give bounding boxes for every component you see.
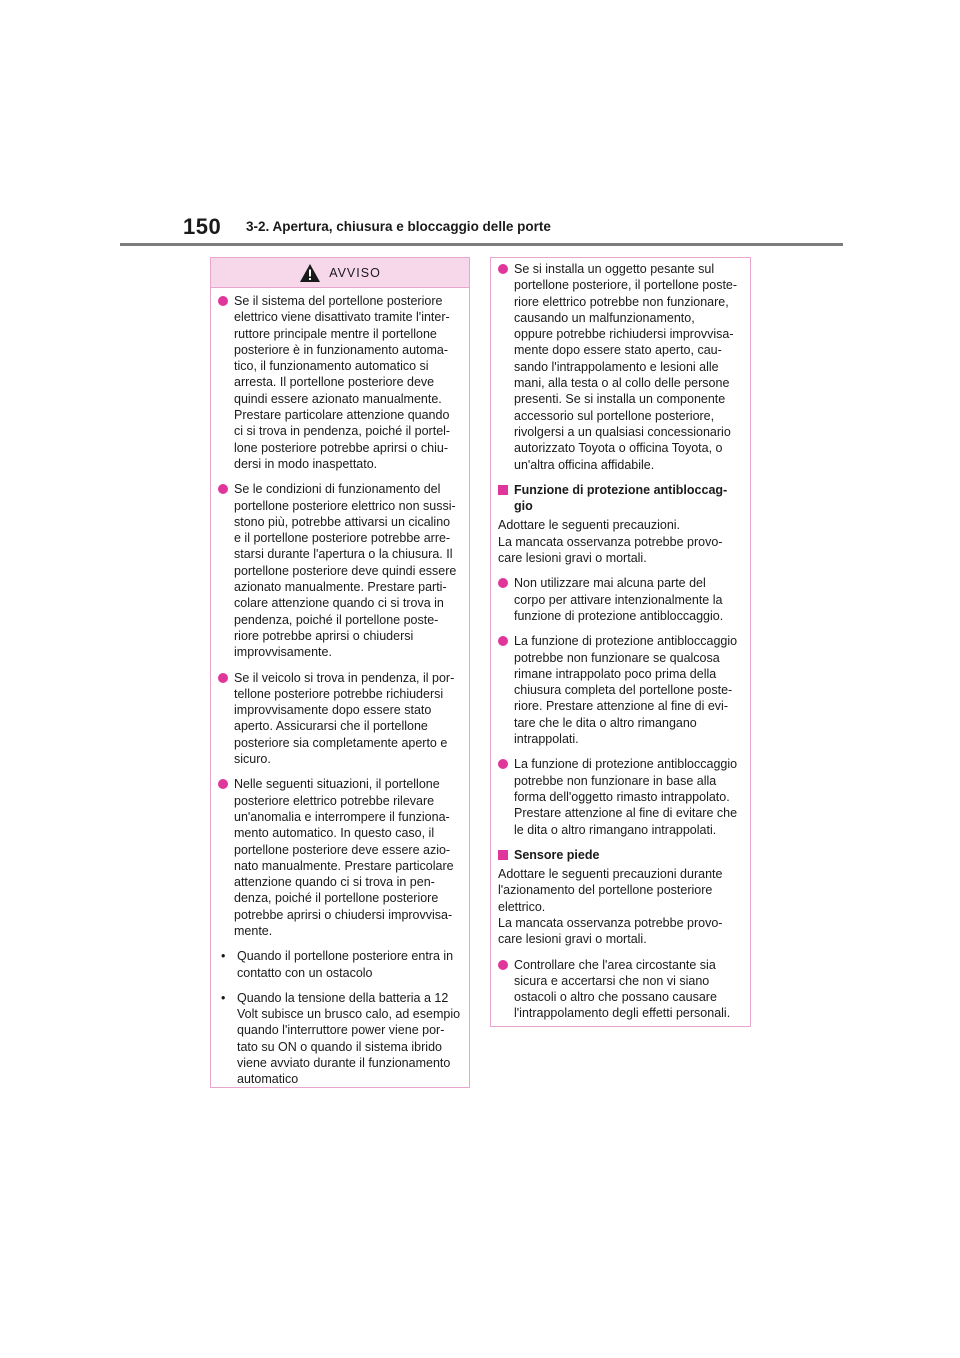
bullet-item bbox=[498, 575, 742, 624]
text-line: chiusura completa del portellone poste- bbox=[514, 683, 733, 698]
text-line: sando l'intrappolamento e lesioni alle bbox=[514, 359, 719, 374]
text-line: Adottare le seguenti precauzioni. bbox=[498, 518, 681, 533]
text-line: azionato manualmente. Prestare parti- bbox=[234, 580, 447, 595]
bullet-dot-icon bbox=[498, 759, 508, 769]
text-line: riore. Prestare attenzione al fine di evi- bbox=[514, 699, 728, 714]
text-line: e il portellone posteriore potrebbe arre- bbox=[234, 531, 451, 546]
bullet-item bbox=[218, 481, 461, 660]
text-line: riore potrebbe aprirsi o chiudersi bbox=[234, 628, 414, 643]
sub-bullet-marker: • bbox=[221, 949, 226, 964]
text-line: riore elettrico potrebbe non funzionare, bbox=[514, 294, 729, 309]
text-line: Prestare attenzione al fine di evitare che bbox=[514, 806, 738, 821]
warning-box bbox=[210, 257, 470, 1088]
header-rule bbox=[120, 243, 843, 246]
text-line: un'altra officina affidabile. bbox=[514, 457, 655, 472]
paragraph bbox=[498, 866, 742, 947]
bullet-dot-icon bbox=[218, 673, 228, 683]
text-line: Quando la tensione della batteria a 12 bbox=[237, 990, 449, 1005]
text-line: portellone posteriore, il portellone poste- bbox=[514, 278, 738, 293]
text-line: posteriore è in funzionamento automa- bbox=[234, 342, 449, 357]
bullet-dot-icon bbox=[498, 264, 508, 274]
subsection-heading bbox=[498, 847, 742, 863]
text-line: care lesioni gravi o mortali. bbox=[498, 932, 647, 947]
text-line: presenti. Se si installa un componente bbox=[514, 392, 726, 407]
text-line: La mancata osservanza potrebbe provo- bbox=[498, 534, 723, 549]
warning-box-title: AVVISO bbox=[329, 265, 381, 280]
text-line: quando l'interruttore power viene por- bbox=[237, 1023, 445, 1038]
text-line: potrebbe aprirsi o chiudersi improvvisa- bbox=[234, 907, 453, 922]
text-line: mente dopo essere stato aperto, cau- bbox=[514, 343, 722, 358]
text-line: sicuro. bbox=[234, 752, 271, 767]
text-line: ostacoli o altro che possano causare bbox=[514, 990, 717, 1005]
section-title: 3-2. Apertura, chiusura e bloccaggio delle porte bbox=[246, 219, 551, 234]
text-line: Non utilizzare mai alcuna parte del bbox=[514, 576, 706, 591]
bullet-item bbox=[218, 670, 461, 768]
text-line: l'azionamento del portellone posteriore bbox=[498, 883, 713, 898]
text-line: rimane intrappolato poco prima della bbox=[514, 666, 717, 681]
text-line: tare che le dita o altro rimangano bbox=[514, 715, 697, 730]
text-line: mento automatico. In questo caso, il bbox=[234, 826, 435, 841]
warning-triangle-icon bbox=[299, 263, 321, 283]
subsection-heading bbox=[498, 482, 742, 515]
bullet-dot-icon bbox=[218, 296, 228, 306]
text-line: potrebbe non funzionare in base alla bbox=[514, 773, 717, 788]
text-line: forma dell'oggetto rimasto intrappolato. bbox=[514, 789, 730, 804]
text-line: nato manualmente. Prestare particolare bbox=[234, 858, 454, 873]
text-line: Se le condizioni di funzionamento del bbox=[234, 482, 441, 497]
text-line: portellone posteriore elettrico non sussi- bbox=[234, 498, 456, 513]
bullet-item bbox=[218, 293, 461, 472]
text-line: gio bbox=[514, 499, 533, 514]
bullet-item bbox=[498, 957, 742, 1022]
text-line: automatico bbox=[237, 1072, 299, 1087]
text-line: autorizzato Toyota o officina Toyota, o bbox=[514, 441, 723, 456]
text-line: tico, il funzionamento automatico si bbox=[234, 359, 429, 374]
text-line: care lesioni gravi o mortali. bbox=[498, 551, 647, 566]
text-line: arresta. Il portellone posteriore deve bbox=[234, 375, 435, 390]
text-line: La mancata osservanza potrebbe provo- bbox=[498, 915, 723, 930]
text-line: ci si trova in pendenza, poiché il portel- bbox=[234, 424, 451, 439]
text-line: Funzione di protezione antibloccag- bbox=[514, 482, 728, 497]
text-line: accessorio sul portellone posteriore, bbox=[514, 408, 715, 423]
warning-box-header bbox=[211, 258, 469, 288]
text-line: potrebbe non funzionare se qualcosa bbox=[514, 650, 720, 665]
text-line: Quando il portellone posteriore entra in bbox=[237, 949, 454, 964]
text-line: Se si installa un oggetto pesante sul bbox=[514, 262, 715, 276]
text-line: Se il veicolo si trova in pendenza, il por- bbox=[234, 670, 455, 685]
text-line: sicura e accertarsi che non vi siano bbox=[514, 973, 710, 988]
bullet-item bbox=[498, 261, 742, 473]
text-line: colare attenzione quando ci si trova in bbox=[234, 596, 444, 611]
warning-box-body bbox=[211, 288, 469, 1088]
text-line: mente. bbox=[234, 923, 273, 938]
text-line: Adottare le seguenti precauzioni durante bbox=[498, 867, 723, 882]
text-line: posteriore sia completamente aperto e bbox=[234, 735, 448, 750]
text-line: elettrico. bbox=[498, 899, 546, 914]
text-line: contatto con un ostacolo bbox=[237, 965, 373, 980]
text-line: viene avviato durante il funzionamento bbox=[237, 1056, 451, 1071]
text-line: tato su ON o quando il sistema ibrido bbox=[237, 1039, 442, 1054]
text-line: Nelle seguenti situazioni, il portellone bbox=[234, 777, 440, 792]
bullet-dot-icon bbox=[498, 960, 508, 970]
paragraph bbox=[498, 517, 742, 566]
page-header bbox=[0, 0, 960, 250]
text-line: pendenza, poiché il portellone poste- bbox=[234, 612, 439, 627]
text-line: attenzione quando ci si trova in pen- bbox=[234, 875, 435, 890]
text-line: mani, alla testa o al collo delle persone bbox=[514, 376, 730, 391]
text-line: denza, poiché il portellone posteriore bbox=[234, 891, 439, 906]
text-line: Se il sistema del portellone posteriore bbox=[234, 294, 443, 308]
text-line: stono più, potrebbe attivarsi un cicalino bbox=[234, 514, 451, 529]
text-line: le dita o altro rimangano intrappolati. bbox=[514, 822, 717, 837]
text-line: La funzione di protezione antibloccaggio bbox=[514, 634, 738, 649]
text-line: posteriore elettrico potrebbe rilevare bbox=[234, 793, 435, 808]
bullet-dot-icon bbox=[498, 636, 508, 646]
text-line: rivolgersi a un qualsiasi concessionario bbox=[514, 424, 731, 439]
bullet-item bbox=[498, 633, 742, 747]
text-line: tellone posteriore potrebbe richiudersi bbox=[234, 686, 444, 701]
text-line: portellone posteriore deve essere azio- bbox=[234, 842, 451, 857]
sub-bullet-marker: • bbox=[221, 990, 226, 1005]
heading-square-icon bbox=[498, 850, 508, 860]
text-line: improvvisamente dopo essere stato bbox=[234, 703, 432, 718]
text-line: elettrico viene disattivato tramite l'inter- bbox=[234, 310, 450, 325]
text-line: improvvisamente. bbox=[234, 645, 332, 660]
bullet-dot-icon bbox=[498, 578, 508, 588]
sub-list-item bbox=[221, 990, 461, 1088]
text-line: corpo per attivare intenzionalmente la bbox=[514, 592, 723, 607]
text-line: funzione di protezione antibloccaggio. bbox=[514, 608, 724, 623]
text-line: lone posteriore potrebbe aprirsi o chiu- bbox=[234, 440, 449, 455]
text-line: intrappolati. bbox=[514, 732, 579, 747]
text-line: Volt subisce un brusco calo, ad esempio bbox=[237, 1007, 461, 1022]
bullet-item bbox=[218, 776, 461, 939]
text-line: aperto. Assicurarsi che il portellone bbox=[234, 719, 428, 734]
text-line: oppure potrebbe richiudersi improvvisa- bbox=[514, 327, 734, 342]
text-line: La funzione di protezione antibloccaggio bbox=[514, 757, 738, 772]
text-line: portellone posteriore deve quindi essere bbox=[234, 563, 457, 578]
warning-box-continued-body bbox=[491, 258, 750, 1022]
page-number: 150 bbox=[183, 214, 222, 239]
text-line: un'anomalia e interrompere il funziona- bbox=[234, 809, 450, 824]
heading-square-icon bbox=[498, 485, 508, 495]
text-line: quindi essere azionato manualmente. bbox=[234, 391, 442, 406]
bullet-dot-icon bbox=[218, 484, 228, 494]
text-line: Controllare che l'area circostante sia bbox=[514, 957, 716, 972]
text-line: Prestare particolare attenzione quando bbox=[234, 408, 450, 423]
warning-box-continued bbox=[490, 257, 751, 1027]
sub-list-item bbox=[221, 948, 461, 981]
text-line: dersi in modo inaspettato. bbox=[234, 456, 378, 471]
text-line: ruttore principale mentre il portellone bbox=[234, 326, 437, 341]
text-line: l'intrappolamento degli effetti personali. bbox=[514, 1006, 731, 1021]
text-line: causando un malfunzionamento, bbox=[514, 310, 695, 325]
text-line: Sensore piede bbox=[514, 847, 600, 862]
text-line: starsi durante l'apertura o la chiusura. Il bbox=[234, 547, 453, 562]
bullet-item bbox=[498, 756, 742, 837]
bullet-dot-icon bbox=[218, 779, 228, 789]
